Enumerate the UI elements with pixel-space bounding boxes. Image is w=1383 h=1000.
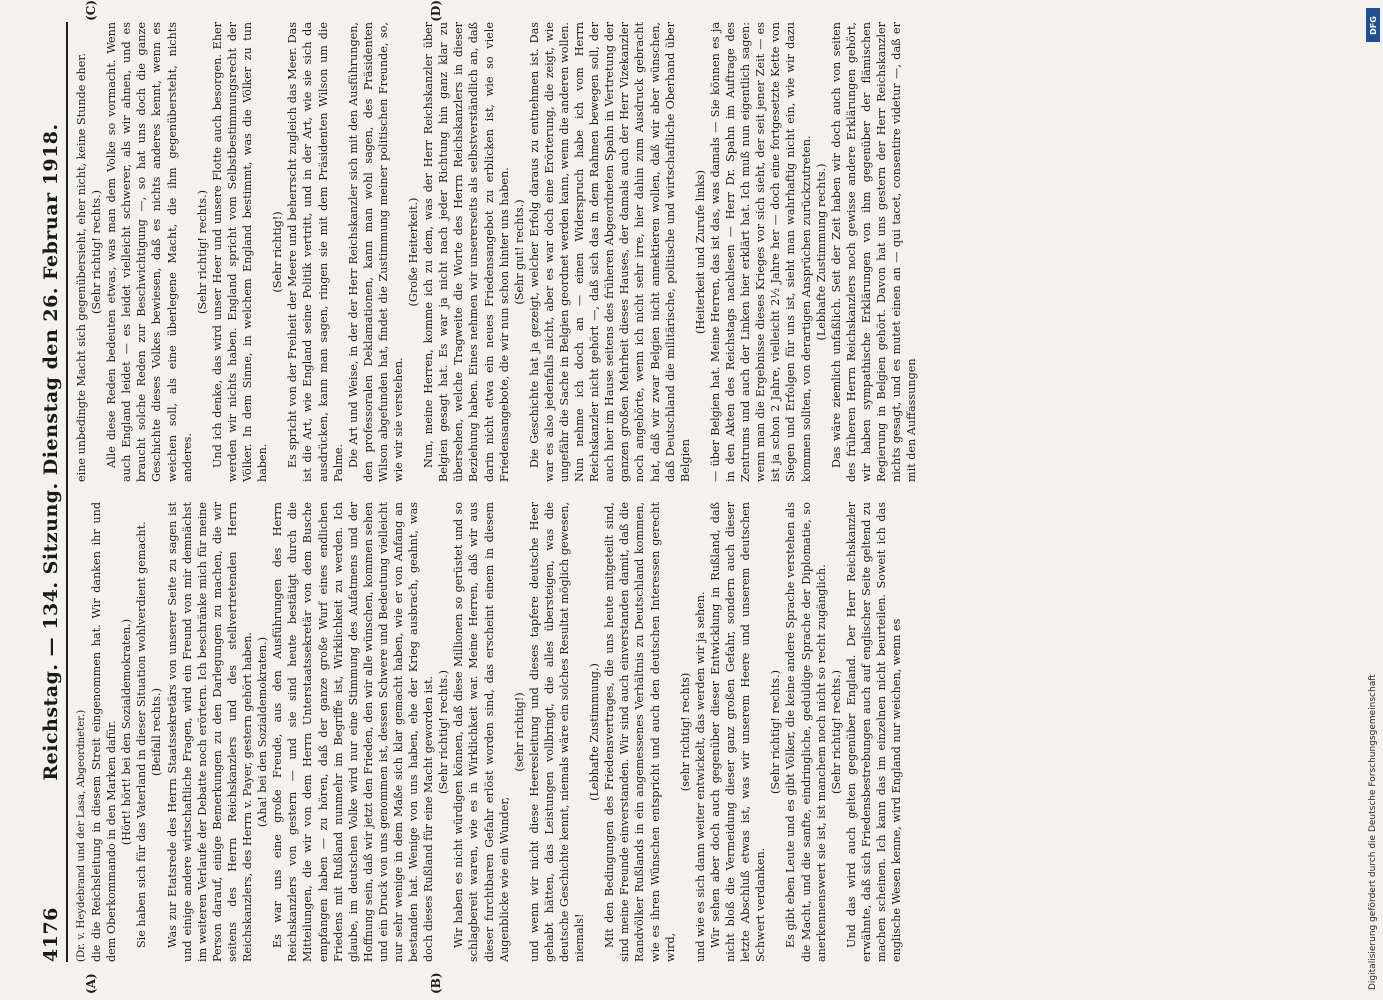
left-column-paragraph: Wir haben es nicht würdigen können, daß diese Millionen so gerüstet und so schlagbereit waren, wie es in Wirklichkeit war. Meine Herren, daß wir aus dieser furchtbaren Gefahr erlöst worden sind, das erscheint einem in diesem Augenblicke wie ein Wunder, [452,502,511,962]
right-column-paragraph: Alle diese Reden bedeuten etwas, was man dem Volke so vormacht. Wenn auch England leidet — es leidet vielleicht schwerer, als wir ahnen, und es braucht solche Reden zur Beschwichtigung —, so hat uns doch die ganze Geschichte dieses Volkes bewiesen, daß es nichts anderes kennt, wenn es weichen soll, als eine überlegene Macht, die ihm gegenübersteht, nichts anderes. [105,22,194,482]
right-column-paragraph: (Sehr richtig! rechts.) [90,189,104,315]
left-column-paragraph: Wir sehen aber doch auch gegenüber dieser Entwicklung in Rußland, daß nicht bloß die Vermeidung dieser ganz großen Gefahr, sondern auch dieser letzte Abschluß etwas ist, was wir unserem Heere und unserem deutschen Schwert verdanken. [708,502,768,962]
right-column-paragraph: (Sehr richtig!) [271,211,285,293]
right-column-paragraph: (Große Heiterkeit.) [407,197,421,307]
left-column [74,502,919,994]
right-column-paragraph: eine unbedingte Macht sich gegenübersieht, eher nicht, keine Stunde eher. [75,52,88,482]
marker-d: (D) [429,0,443,22]
marker-a: (A) [84,973,98,994]
marker-c: (C) [84,0,98,21]
marker-b: (B) [429,972,443,994]
left-column-paragraph: (Sehr richtig! rechts.) [769,669,783,795]
right-column-paragraph: (Heiterkeit und Zurufe links) [693,169,707,335]
digitization-credit: Digitalisierung gefördert durch die Deutsche Forschungsgemeinschaft [1368,674,1378,990]
right-column-paragraph: — über Belgien hat. Meine Herren, das ist das, was damals — Sie können es ja in den Akten des Reichstags nachlesen — Herr Dr. Spahn im Auftrage des Zentrums und auch der Linken hier erklärt hat. Ich muß nun eigentlich sagen: wenn man die Ergebnisse dieses Krieges vor sich sieht, der seit jener Zeit — es ist ja schon 2 Jahre, vielleicht 2½ Jahre her — doch eine fortgesetzte Kette von Siegen und Erfolgen für uns ist, sieht man wahrhaftig nicht ein, wie wir dazu kommen sollten, von derartigen Ansprüchen zurückzutreten. [708,22,813,482]
left-column-paragraph: und wenn wir nicht diese Heeresleitung und dieses tapfere deutsche Heer gehabt hätten, das Leistungen vollbringt, die alles übersteigen, was die deutsche Geschichte kennt, niemals wäre ein solches Resultat möglich gewesen, niemals! [527,502,587,962]
right-column-paragraph: Und ich denke, das wird unser Heer und unsere Flotte auch besorgen. Eher werden wir nichts haben. England spricht vom Selbstbestimmungsrecht der Völker. In dem Sinne, in welchem England bestimmt, was die Völker zu tun haben. [210,22,270,482]
right-column-paragraph: (Sehr gut! rechts.) [512,199,526,305]
left-column-paragraph: (Sehr richtig! rechts.) [829,669,843,795]
left-column-paragraph: (Beifall rechts.) [150,688,164,776]
text-columns [74,0,919,994]
left-column-paragraph: (Sehr richtig! rechts.) [437,669,451,795]
right-column-paragraph: Das wäre ziemlich unfaßlich. Seit der Zeit haben wir doch auch von seiten des früheren Herrn Reichskanzlers noch gewisse andere Erklärungen gehört, wir haben sympathische Erklärungen von ihm gegenüber der flämischen Regierung in Belgien gehört. Davon hat uns gestern der Herr Reichskanzler nichts gesagt, und es mutet einen an — qui tacet, consentire videtur —, daß er mit den Auffassungen [829,22,919,482]
left-column-paragraph: (Lebhafte Zustimmung.) [588,663,602,801]
dfg-logo: DFG [1366,8,1380,42]
right-column-paragraph: Es spricht von der Freiheit der Meere und beherrscht zugleich das Meer. Das ist die Art, wie England seine Politik vertritt, und in der Art, wie sie sich da ausdrücken, kann man sagen, ringen sie mit dem Präsidenten Wilson um die Palme. [286,22,345,482]
left-column-paragraph: Und das wird auch gelten gegenüber England. Der Herr Reichskanzler erwähnte, daß sich Friedensbestrebungen auch auf englischer Seite geltend zu machen scheinen. Ich kann das im einzelnen nicht beurteilen. Soweit ich das englische Wesen kenne, wird England nur weichen, wenn es [844,502,904,962]
left-column-paragraph: (Dr. v. Heydebrand und der Lasa, Abgeordneter.) [76,709,87,962]
right-column-paragraph: Die Art und Weise, in der der Herr Reichskanzler sich mit den Ausführungen, den professoralen Deklamationen, kann man wohl sagen, des Präsidenten Wilson abgefunden hat, findet die Zustimmung meiner politischen Freunde, so, wie wir sie verstehen. [346,22,405,482]
page-number: 4176 [40,907,62,962]
right-column-paragraph: (Lebhafte Zustimmung rechts.) [814,163,828,341]
right-column-paragraph: Die Geschichte hat ja gezeigt, welcher Erfolg daraus zu entnehmen ist. Das war es also jedenfalls nicht, aber es war doch eine Erörterung, die zeigt, wie ungefähr die Sache in Belgien geordnet werden kann, wenn die anderen wollen. Nun nehme ich doch an — einen Widerspruch habe ich vom Herrn Reichskanzler nicht gehört —, daß sich das in dem Rahmen bewegen soll, der auch hier im Hause seitens des früheren Abgeordneten Spahn in Vertretung der ganzen großen Mehrheit dieses Hauses, der damals auch der Herr Vizekanzler noch angehörte, wenn ich nicht sehr irre, hier dahin zum Ausdruck gebracht hat, daß wir zwar Belgien nicht annektieren wollen, daß wir aber wünschen, daß Deutschland die militärische, politische und wirtschaftliche Oberhand über Belgien [527,22,692,482]
left-column-paragraph: Es gibt eben Leute und es gibt Völker, die keine andere Sprache verstehen als die Macht, und die sanfte, eindringliche, geduldige Sprache der Diplomatie, so anerkennenswert sie ist, ist manchem noch nicht so recht zugänglich. [784,502,828,962]
right-column [74,0,919,482]
left-column-paragraph: Sie haben sich für das Vaterland in dieser Situation wohlverdient gemacht. [135,521,149,948]
left-column-paragraph: die die Reichsleitung in diesem Streit eingenommen hat. Wir danken ihr und dem Oberkommando in den Marken dafür. [90,502,119,962]
left-column-paragraph: (sehr richtig! rechts) [678,672,692,792]
left-column-paragraph: (Hört! hört! bei den Sozialdemokraten.) [120,618,134,846]
left-column-paragraph: Es war uns eine große Freude, aus den Ausführungen des Herrn Reichskanzlers von gestern — und sie sind heute bestätigt durch die Mitteilungen, die wir von dem Herrn Unterstaatssekretär von dem Busche empfangen haben — zu hören, daß der ganze große Wurf eines endlichen Friedens mit Rußland nunmehr im Begriffe ist, Wirklichkeit zu werden. Ich glaube, im deutschen Volke wird nur eine Stimmung des Aufatmens und der Hoffnung sein, daß wir jetzt den Frieden, den wir alle wünschen, kommen sehen und ein Druck von uns genommen ist, dessen Schwere und Bedeutung vielleicht nur sehr wenige in dem Maße sich klar gemacht haben, wie er von Anfang an bestanden hat. Wenige von uns haben, ehe der Krieg ausbrach, geahnt, was doch dieses Rußland für eine Macht geworden ist. [271,502,436,962]
right-column-paragraph: Nun, meine Herren, komme ich zu dem, was der Herr Reichskanzler über Belgien gesagt hat. Es war ja nicht nach jeder Richtung hin ganz klar zu übersehen, welche Tragweite die Worte des Herrn Reichskanzlers in dieser Beziehung haben. Eines nehmen wir unsererseits als selbstverständlich an, daß darin nicht etwa ein neues Friedensangebot zu erblicken ist, wie so viele Friedensangebote, die wir nun schon hinter uns haben. [422,22,511,482]
left-column-paragraph: (Aha! bei den Sozialdemokraten.) [256,636,270,828]
page-header [28,22,68,962]
right-column-paragraph: (Sehr richtig! rechts.) [195,189,209,315]
left-column-paragraph: (sehr richtig!) [512,692,526,772]
left-column-paragraph: Was zur Etatsrede des Herrn Staatssekretärs von unserer Seite zu sagen ist und einige andere wirtschaftliche Fragen, wird ein Freund von mir demnächst im weiteren Verlaufe der Debatte noch erörtern. Ich beschränke mich für meine Person darauf, einige Bemerkungen zu den Darlegungen zu machen, die wir seitens des Herrn Reichskanzlers und des stellvertretenden Herrn Reichskanzlers, des Herrn v. Payer, gestern gehört haben. [165,502,255,962]
left-column-paragraph: Mit den Bedingungen des Friedensvertrages, die uns heute mitgeteilt sind, sind meine Freunde einverstanden. Wir sind auch einverstanden damit, daß die Randvölker Rußlands in ein angemessenes Verhältnis zu Deutschland kommen, wie es ihren Wünschen entspricht und auch den deutschen Interessen gerecht wird, [603,502,677,962]
left-column-paragraph: und wie es sich dann weiter entwickelt, das werden wir ja sehen. [693,591,707,962]
page-title: Reichstag. — 134. Sitzung. Dienstag den 26. Februar 1918. [40,123,62,781]
